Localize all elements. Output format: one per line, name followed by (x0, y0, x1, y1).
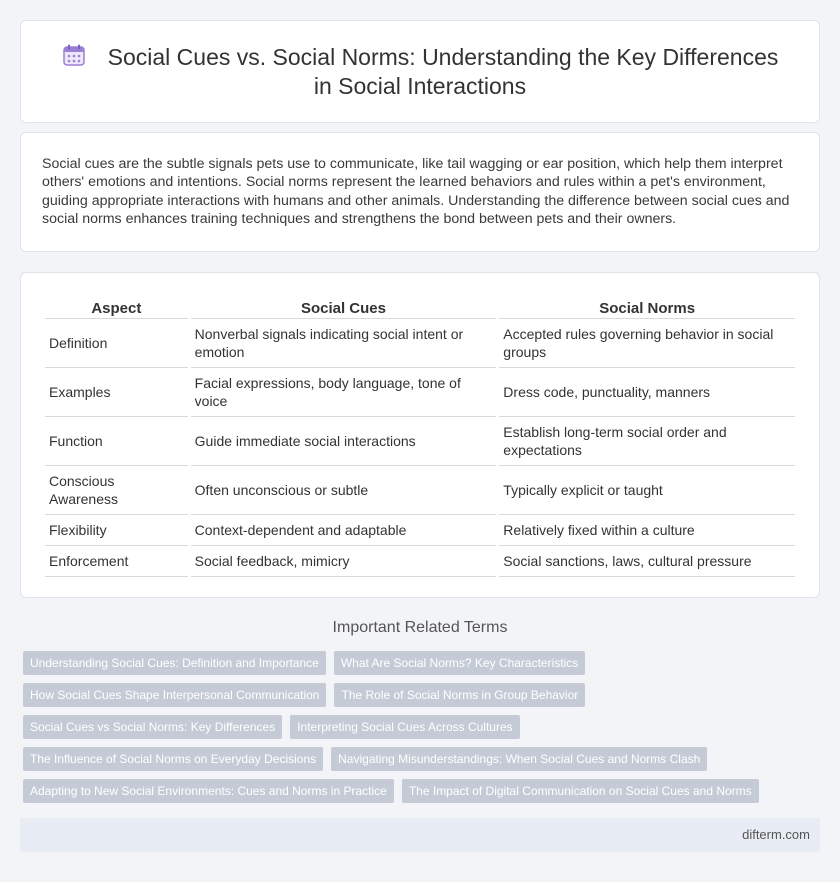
social-cues-cell: Often unconscious or subtle (191, 466, 497, 515)
tag-row (23, 651, 593, 675)
calendar-icon (62, 43, 86, 67)
footer-site-link[interactable]: difterm.com (742, 827, 810, 842)
tag-row (23, 683, 593, 707)
table-row (45, 319, 795, 368)
table-row (45, 546, 795, 577)
aspect-cell: Conscious Awareness (45, 466, 188, 515)
page-title (21, 43, 819, 101)
comparison-card (20, 272, 820, 598)
social-cues-cell: Facial expressions, body language, tone of voice (191, 368, 497, 417)
related-term-tag[interactable]: Interpreting Social Cues Across Cultures (290, 715, 519, 739)
social-norms-cell: Establish long-term social order and expectations (499, 417, 795, 466)
aspect-cell: Function (45, 417, 188, 466)
social-norms-cell: Relatively fixed within a culture (499, 515, 795, 546)
table-header-row (45, 297, 795, 319)
table-row (45, 417, 795, 466)
related-term-tag[interactable]: Social Cues vs Social Norms: Key Differences (23, 715, 282, 739)
social-cues-cell: Guide immediate social interactions (191, 417, 497, 466)
social-norms-cell: Accepted rules governing behavior in social groups (499, 319, 795, 368)
intro-card (20, 132, 820, 252)
social-cues-cell: Nonverbal signals indicating social intent or emotion (191, 319, 497, 368)
table-row (45, 466, 795, 515)
tag-row (23, 715, 528, 739)
tag-row (23, 747, 715, 771)
related-terms-title: Important Related Terms (332, 619, 508, 636)
social-norms-cell: Social sanctions, laws, cultural pressure (499, 546, 795, 577)
table-row (45, 515, 795, 546)
footer (20, 818, 820, 852)
related-term-tag[interactable]: The Impact of Digital Communication on Social Cues and Norms (402, 779, 759, 803)
related-term-tag[interactable]: The Influence of Social Norms on Everyday Decisions (23, 747, 323, 771)
aspect-cell: Definition (45, 319, 188, 368)
related-term-tag[interactable]: What Are Social Norms? Key Characteristics (334, 651, 585, 675)
header-card (20, 20, 820, 123)
aspect-cell: Enforcement (45, 546, 188, 577)
social-norms-cell: Dress code, punctuality, manners (499, 368, 795, 417)
aspect-cell: Examples (45, 368, 188, 417)
intro-paragraph: Social cues are the subtle signals pets use to communicate, like tail wagging or ear position, which help them interpret others' emotions and intentions. Social norms represent the learned behaviors and rules within a pet's environment, guiding appropriate interactions with humans and other animals. Understanding the difference between social cues and social norms enhances training techniques and strengthens the bond between pets and their owners. (42, 156, 790, 227)
related-term-tag[interactable]: How Social Cues Shape Interpersonal Communication (23, 683, 326, 707)
header-social-norms: Social Norms (499, 297, 795, 319)
header-social-cues: Social Cues (191, 297, 497, 319)
table-row (45, 368, 795, 417)
tag-row (23, 779, 767, 803)
social-norms-cell: Typically explicit or taught (499, 466, 795, 515)
social-cues-cell: Social feedback, mimicry (191, 546, 497, 577)
related-term-tag[interactable]: The Role of Social Norms in Group Behavior (334, 683, 585, 707)
related-term-tag[interactable]: Adapting to New Social Environments: Cues and Norms in Practice (23, 779, 394, 803)
social-cues-cell: Context-dependent and adaptable (191, 515, 497, 546)
page-title-text: Social Cues vs. Social Norms: Understanding the Key Differences in Social Interactions (107, 44, 779, 99)
header-aspect: Aspect (45, 297, 188, 319)
comparison-table (42, 297, 798, 577)
related-term-tag[interactable]: Navigating Misunderstandings: When Social Cues and Norms Clash (331, 747, 707, 771)
aspect-cell: Flexibility (45, 515, 188, 546)
related-term-tag[interactable]: Understanding Social Cues: Definition and Importance (23, 651, 326, 675)
